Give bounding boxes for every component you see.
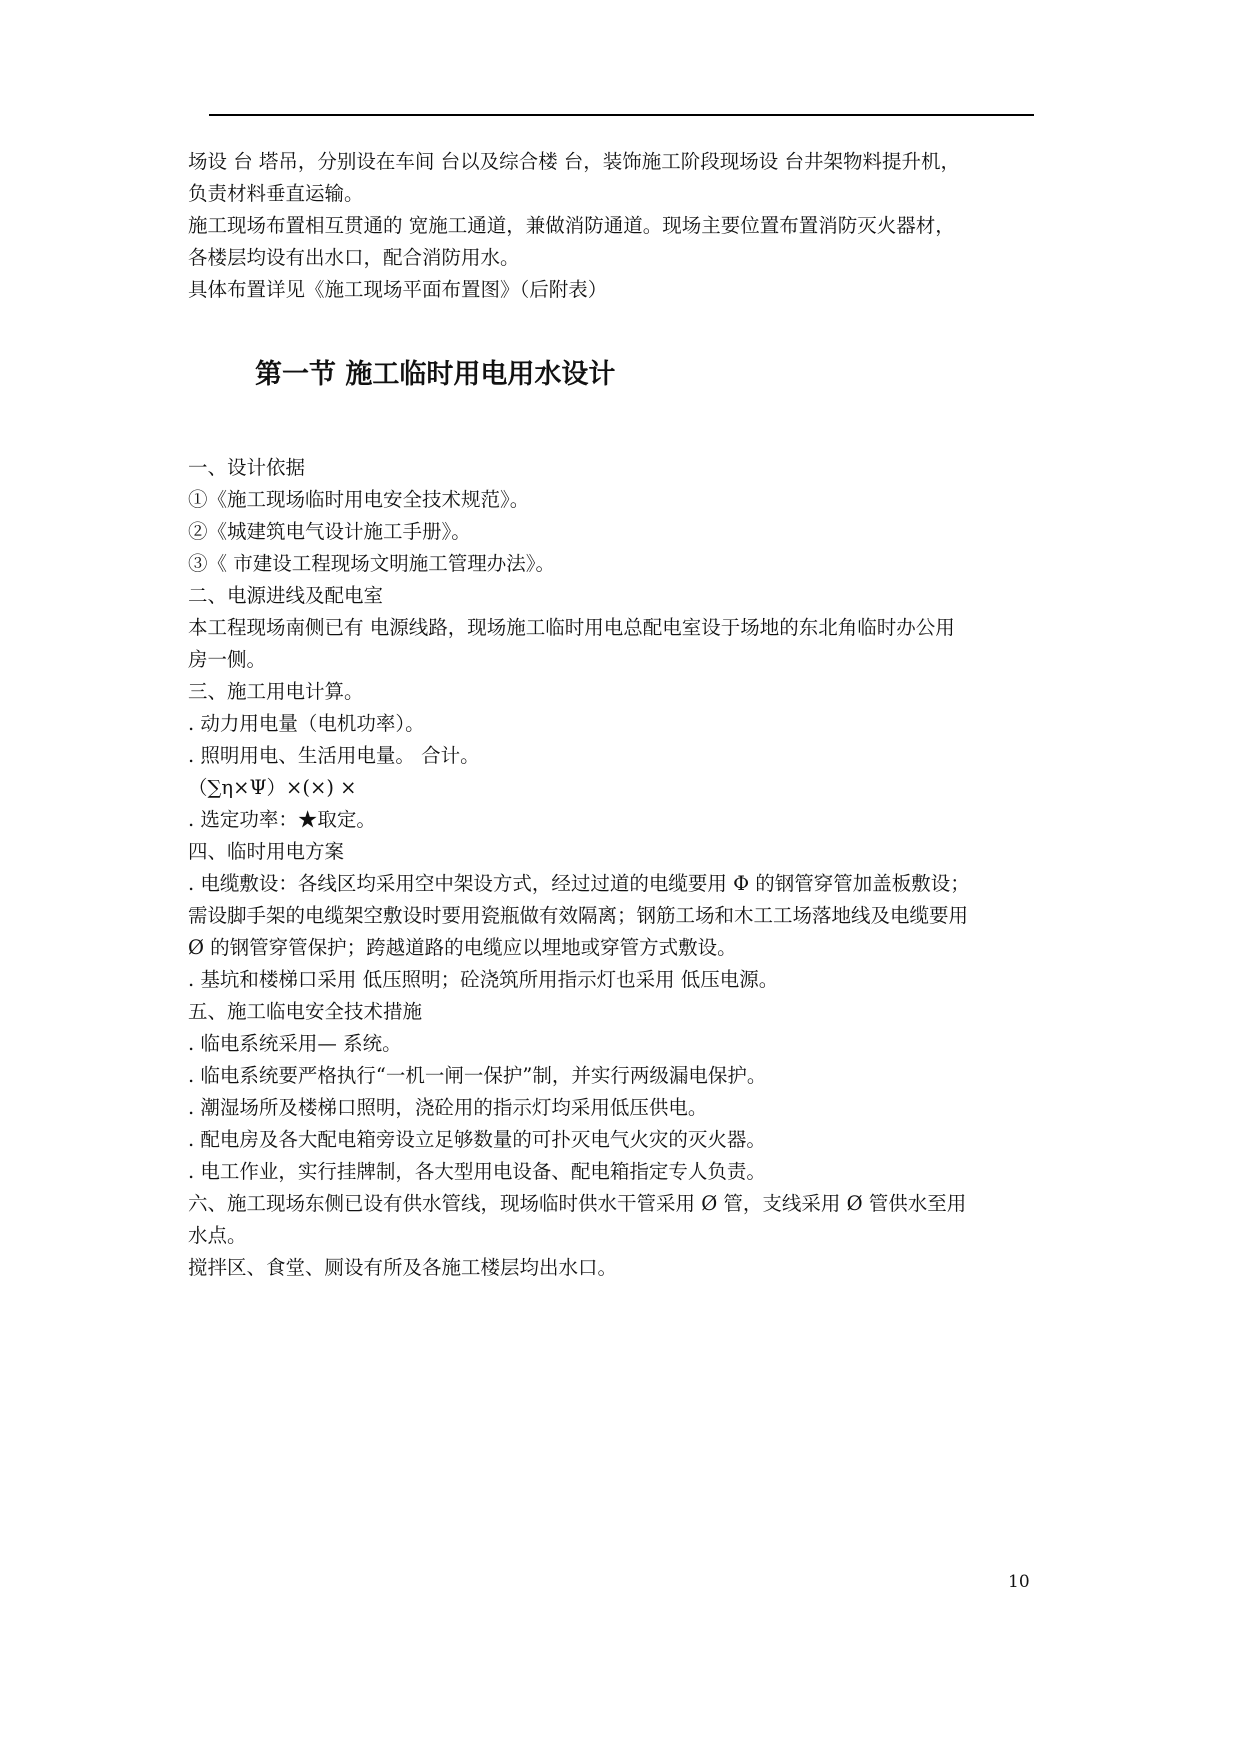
text-line: . 配电房及各大配电箱旁设立足够数量的可扑灭电气火灾的灭火器。	[188, 1128, 766, 1151]
section-body	[188, 452, 1068, 1284]
text-line: . 临电系统采用— 系统。	[188, 1032, 402, 1055]
text-line: . 电工作业，实行挂牌制，各大型用电设备、配电箱指定专人负责。	[188, 1160, 766, 1183]
text-line: ②《城建筑电气设计施工手册》。	[188, 520, 471, 543]
text-line: 一、设计依据	[188, 456, 306, 479]
section-heading-block	[188, 306, 1068, 452]
text-line: 水点。	[188, 1224, 247, 1247]
page-number: 10	[1008, 1572, 1030, 1592]
text-line: ③《 市建设工程现场文明施工管理办法》。	[188, 552, 555, 575]
text-line: 需设脚手架的电缆架空敷设时要用瓷瓶做有效隔离；钢筋工场和木工工场落地线及电缆要用	[188, 904, 969, 927]
text-line: . 电缆敷设：各线区均采用空中架设方式，经过过道的电缆要用 Φ 的钢管穿管加盖板敷设；	[188, 872, 970, 895]
text-line: . 照明用电、生活用电量。 合计。	[188, 744, 480, 767]
document-body	[188, 146, 1068, 1284]
text-line: 六、施工现场东侧已设有供水管线，现场临时供水干管采用 Ø 管，支线采用 Ø 管供水至用	[188, 1192, 967, 1215]
text-line: （∑η×Ψ）×(×) ×	[188, 776, 357, 799]
text-line: 具体布置详见《施工现场平面布置图》（后附表）	[188, 278, 608, 301]
text-line: . 动力用电量（电机功率）。	[188, 712, 425, 735]
text-line: 房一侧。	[188, 648, 267, 671]
text-line: 四、临时用电方案	[188, 840, 345, 863]
text-line: 搅拌区、食堂、厕设有所及各施工楼层均出水口。	[188, 1256, 618, 1279]
text-line: ①《施工现场临时用电安全技术规范》。	[188, 488, 530, 511]
text-line: 场设 台 塔吊，分别设在车间 台以及综合楼 台，装饰施工阶段现场设 台井架物料提升机，	[188, 150, 960, 173]
text-line: 五、施工临电安全技术措施	[188, 1000, 423, 1023]
text-line: 二、电源进线及配电室	[188, 584, 384, 607]
text-line: . 基坑和楼梯口采用 低压照明；砼浇筑所用指示灯也采用 低压电源。	[188, 968, 779, 991]
text-line: 三、施工用电计算。	[188, 680, 364, 703]
text-line: Ø 的钢管穿管保护；跨越道路的电缆应以埋地或穿管方式敷设。	[188, 936, 737, 959]
intro-paragraphs	[188, 146, 1068, 306]
text-line: 负责材料垂直运输。	[188, 182, 364, 205]
text-line: . 潮湿场所及楼梯口照明，浇砼用的指示灯均采用低压供电。	[188, 1096, 708, 1119]
section-heading: 第一节 施工临时用电用水设计	[255, 359, 616, 390]
text-line: . 临电系统要严格执行“一机一闸一保护”制，并实行两级漏电保护。	[188, 1064, 767, 1087]
header-rule	[209, 114, 1034, 116]
text-line: 本工程现场南侧已有 电源线路，现场施工临时用电总配电室设于场地的东北角临时办公用	[188, 616, 955, 639]
text-line: 各楼层均设有出水口，配合消防用水。	[188, 246, 520, 269]
text-line: 施工现场布置相互贯通的 宽施工通道，兼做消防通道。现场主要位置布置消防灭火器材，	[188, 214, 955, 237]
text-line: . 选定功率：★取定。	[188, 808, 376, 831]
